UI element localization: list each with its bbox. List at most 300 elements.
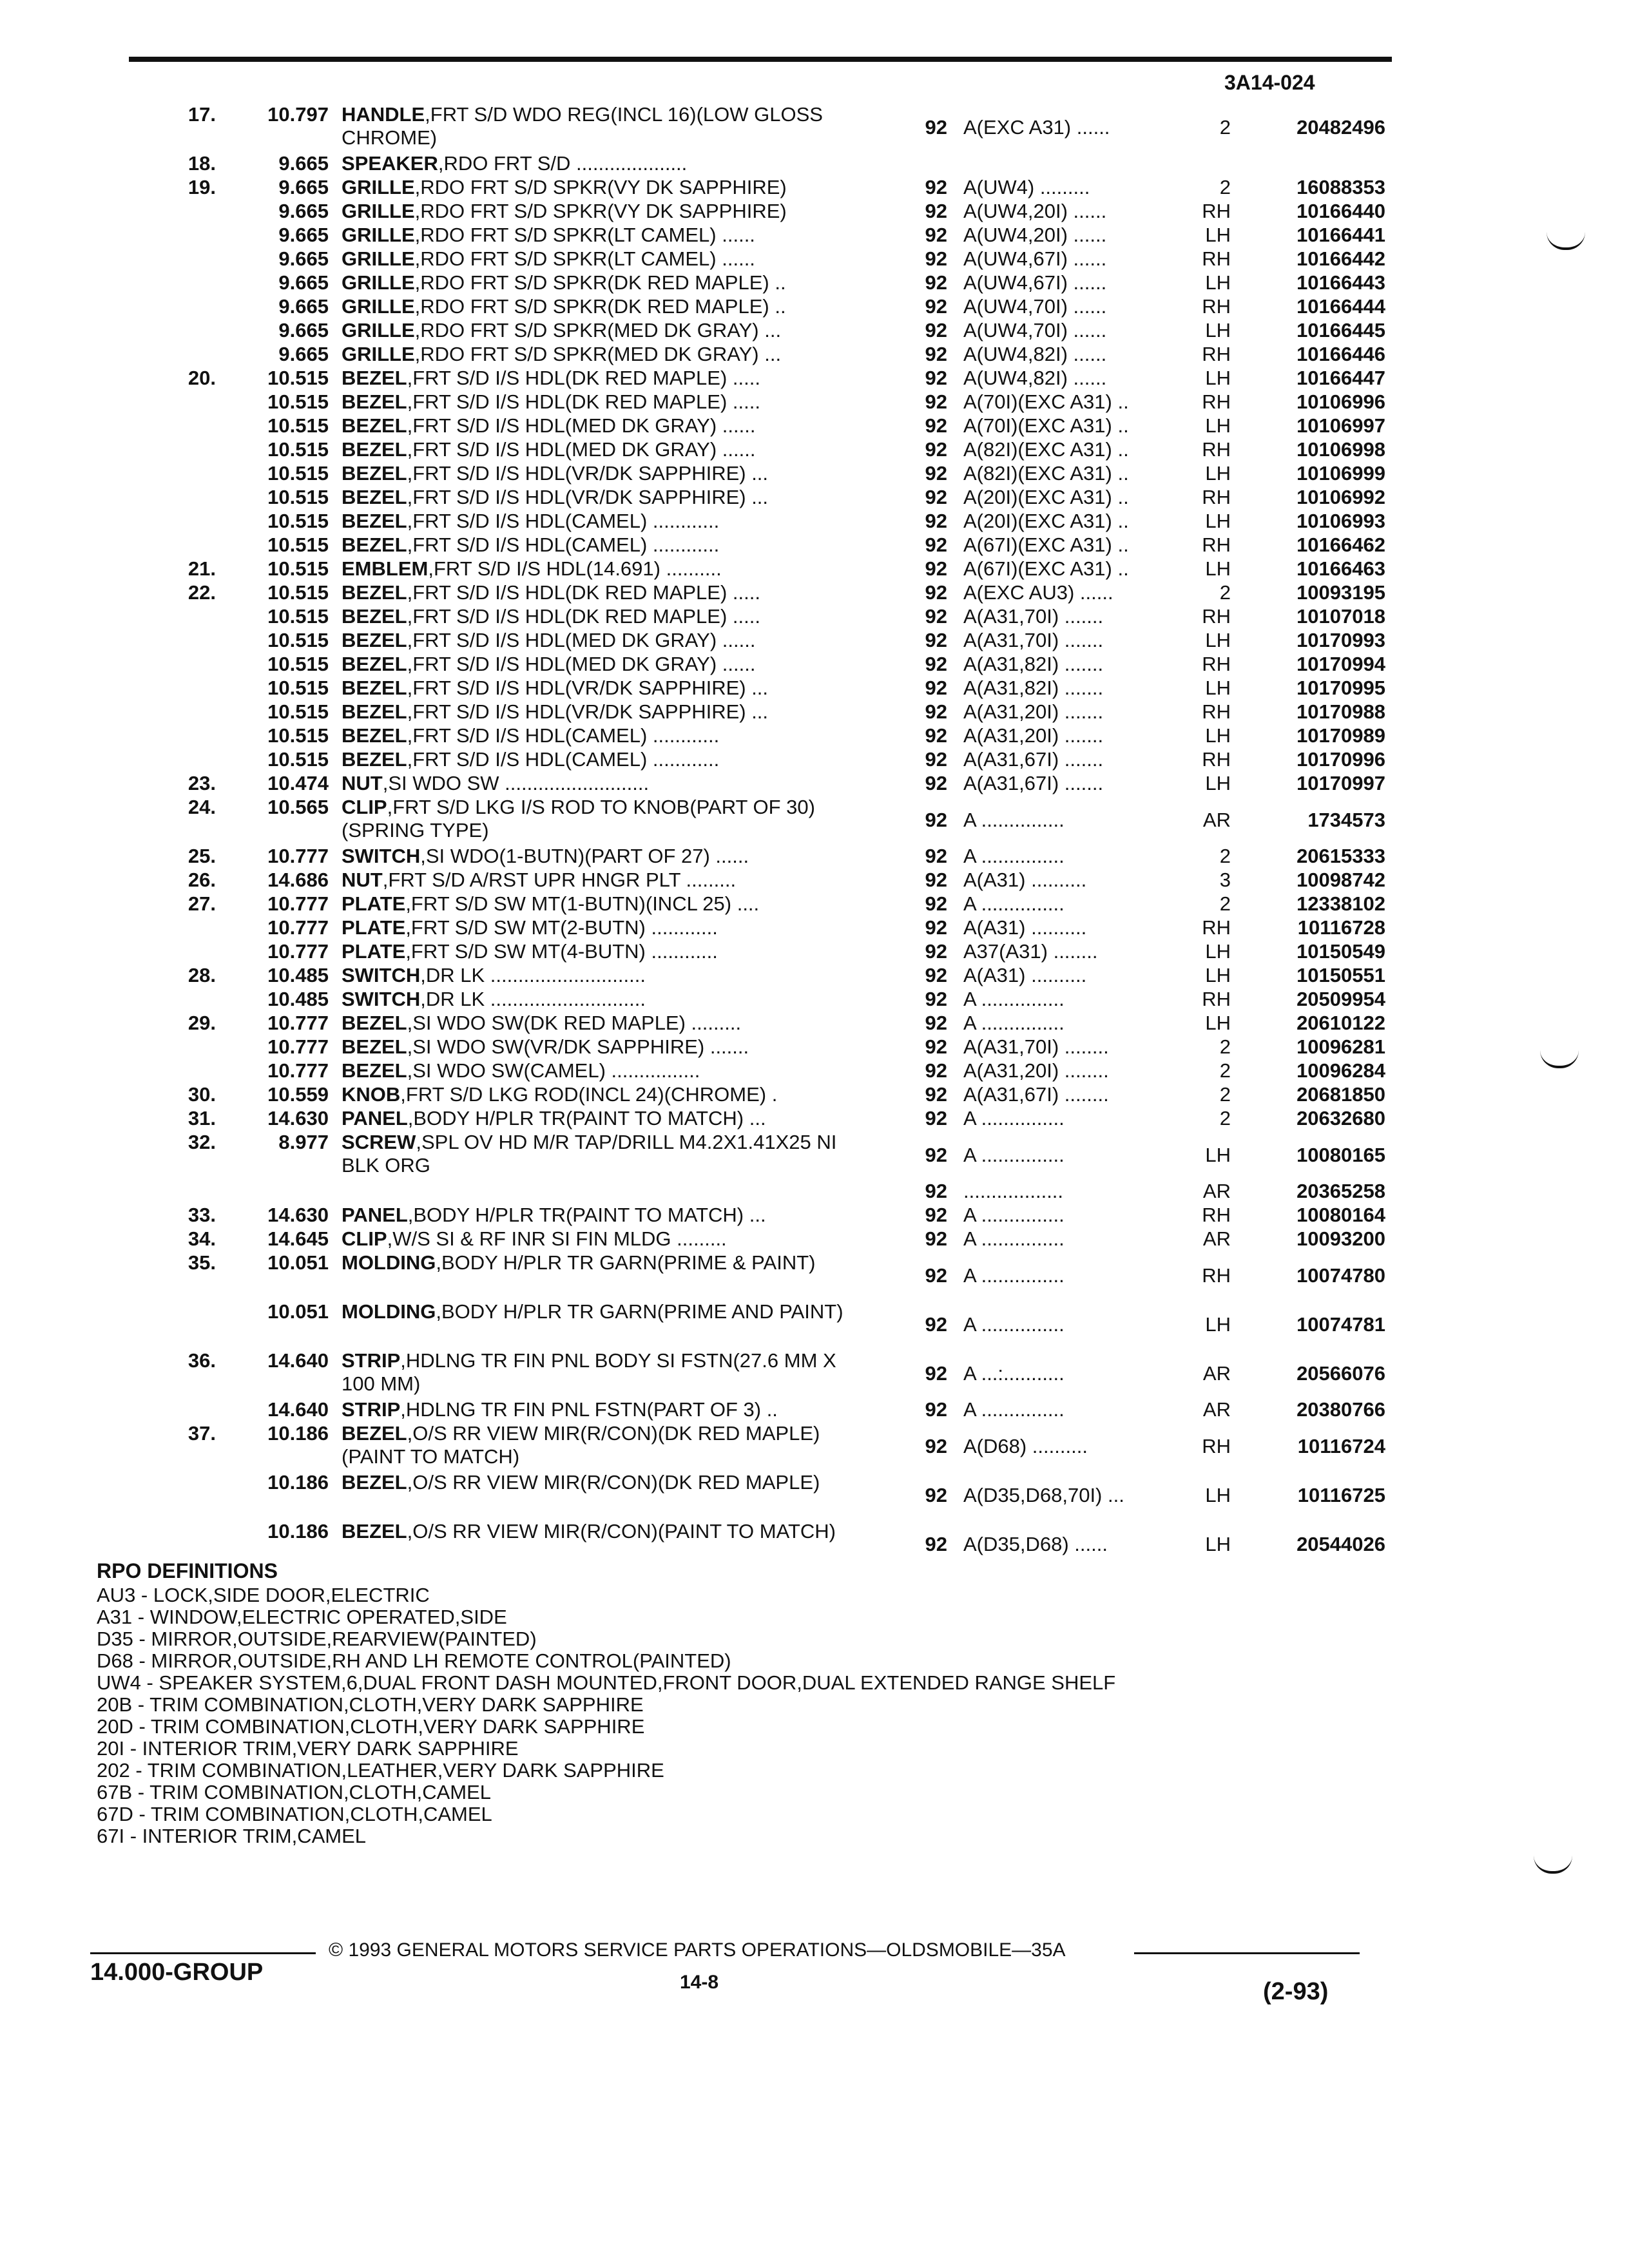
part-description: [342, 916, 863, 939]
part-row: [0, 653, 1629, 677]
date-code: (2-93): [1263, 1978, 1329, 2005]
part-row: [0, 367, 1629, 390]
part-row: [0, 1251, 1629, 1300]
item-number: 29.: [188, 1012, 216, 1034]
part-row: [0, 1035, 1629, 1059]
part-name: BEZEL: [342, 1035, 407, 1058]
part-name: GRILLE: [342, 271, 415, 294]
model-year: 92: [925, 1435, 947, 1457]
model-year: 92: [925, 247, 947, 270]
quantity: RH: [1202, 605, 1231, 628]
group-number: 10.559: [267, 1083, 329, 1106]
part-detail: ,RDO FRT S/D SPKR(LT CAMEL) ......: [414, 247, 755, 270]
model-year: 92: [925, 1264, 947, 1287]
model-year: 92: [925, 916, 947, 939]
quantity: 2: [1219, 116, 1231, 139]
part-detail: ,BODY H/PLR TR(PAINT TO MATCH) ...: [407, 1107, 766, 1129]
part-detail: ,RDO FRT S/D SPKR(VY DK SAPPHIRE): [414, 176, 787, 198]
quantity: RH: [1202, 438, 1231, 461]
part-number: 10166444: [1296, 295, 1385, 318]
part-number: 10096284: [1296, 1059, 1385, 1082]
usage-code: A ...............: [963, 1264, 1065, 1287]
quantity: AR: [1202, 1398, 1231, 1421]
part-number: 20615333: [1296, 845, 1385, 867]
part-number: 20482496: [1296, 116, 1385, 139]
part-description: [342, 1012, 863, 1035]
part-description: [342, 390, 863, 414]
part-number: 20681850: [1296, 1083, 1385, 1106]
part-row: [0, 677, 1629, 700]
part-detail: ,FRT S/D I/S HDL(VR/DK SAPPHIRE) ...: [407, 700, 769, 723]
usage-code: A(A31,70I) .......: [963, 605, 1104, 628]
part-detail: ,RDO FRT S/D SPKR(LT CAMEL) ......: [414, 224, 755, 246]
item-number: 33.: [188, 1204, 216, 1226]
part-name: GRILLE: [342, 247, 415, 270]
part-number: 20365258: [1296, 1180, 1385, 1202]
part-row: [0, 557, 1629, 581]
part-description: [342, 224, 863, 247]
model-year: 92: [925, 700, 947, 723]
quantity: 2: [1219, 581, 1231, 604]
model-year: 92: [925, 1484, 947, 1506]
part-name: SWITCH: [342, 988, 421, 1010]
usage-code: A(A31,70I) ........: [963, 1035, 1109, 1058]
usage-code: A(UW4) .........: [963, 176, 1090, 198]
model-year: 92: [925, 629, 947, 651]
quantity: 2: [1219, 176, 1231, 198]
usage-code: A(A31) ..........: [963, 964, 1087, 986]
part-detail: ,O/S RR VIEW MIR(R/CON)(DK RED MAPLE): [407, 1471, 820, 1494]
group-number: 10.777: [267, 1012, 329, 1034]
quantity: 2: [1219, 845, 1231, 867]
part-description: [342, 295, 863, 318]
group-number: 10.515: [267, 390, 329, 413]
model-year: 92: [925, 271, 947, 294]
part-description: [342, 176, 863, 199]
part-row: [0, 200, 1629, 224]
part-name: SWITCH: [342, 964, 421, 986]
part-name: PLATE: [342, 916, 406, 939]
part-detail: ,SI WDO(1-BUTN)(PART OF 27) ......: [420, 845, 749, 867]
usage-code: A(D35,D68,70I) ...: [963, 1484, 1124, 1506]
part-number: 10166445: [1296, 319, 1385, 341]
rpo-item: D35 - MIRROR,OUTSIDE,REARVIEW(PAINTED): [97, 1628, 537, 1650]
part-name: BEZEL: [342, 581, 407, 604]
part-description: [342, 367, 863, 390]
part-description: [342, 964, 863, 987]
model-year: 92: [925, 1533, 947, 1555]
usage-code: A(A31,82I) .......: [963, 653, 1104, 675]
part-name: GRILLE: [342, 343, 415, 365]
usage-code: A(82I)(EXC A31) ..: [963, 462, 1129, 485]
group-number: 10.515: [267, 748, 329, 771]
item-number: 32.: [188, 1131, 216, 1153]
part-description: [342, 319, 863, 342]
part-row: [0, 438, 1629, 462]
part-number: 10098742: [1296, 869, 1385, 891]
part-name: GRILLE: [342, 176, 415, 198]
group-number: 10.777: [267, 916, 329, 939]
model-year: 92: [925, 724, 947, 747]
part-name: BEZEL: [342, 533, 407, 556]
usage-code: A(EXC AU3) ......: [963, 581, 1113, 604]
part-detail: ,FRT S/D I/S HDL(DK RED MAPLE) .....: [407, 390, 760, 413]
part-row: [0, 940, 1629, 964]
binder-mark: [1534, 1856, 1572, 1874]
part-row: [0, 629, 1629, 653]
model-year: 92: [925, 295, 947, 318]
part-name: BEZEL: [342, 1422, 407, 1445]
rpo-item: 67D - TRIM COMBINATION,CLOTH,CAMEL: [97, 1803, 492, 1825]
part-description: [342, 247, 863, 271]
part-number: 16088353: [1296, 176, 1385, 198]
part-name: CLIP: [342, 1227, 387, 1250]
item-number: 30.: [188, 1083, 216, 1106]
part-detail: ,BODY H/PLR TR GARN(PRIME & PAINT): [436, 1251, 816, 1274]
part-description: [342, 1300, 863, 1323]
model-year: 92: [925, 1398, 947, 1421]
footer-rule-left: [90, 1952, 316, 1954]
model-year: 92: [925, 1144, 947, 1166]
group-number: 10.515: [267, 533, 329, 556]
quantity: RH: [1202, 200, 1231, 222]
item-number: 23.: [188, 772, 216, 794]
part-description: [342, 510, 863, 533]
rpo-item: 67I - INTERIOR TRIM,CAMEL: [97, 1825, 366, 1847]
item-number: 24.: [188, 796, 216, 818]
part-detail: ,DR LK ............................: [420, 964, 646, 986]
group-number: 9.665: [278, 295, 329, 318]
part-number: 20380766: [1296, 1398, 1385, 1421]
part-row: [0, 724, 1629, 748]
part-row: [0, 533, 1629, 557]
part-detail: ,FRT S/D LKG ROD(INCL 24)(CHROME) .: [400, 1083, 778, 1106]
rpo-item: 67B - TRIM COMBINATION,CLOTH,CAMEL: [97, 1781, 492, 1803]
group-number: 9.665: [278, 176, 329, 198]
usage-code: A(D68) ..........: [963, 1435, 1088, 1457]
part-row: [0, 1180, 1629, 1204]
usage-code: A ...............: [963, 1012, 1065, 1034]
part-detail: ,FRT S/D I/S HDL(DK RED MAPLE) .....: [407, 581, 760, 604]
part-row: [0, 988, 1629, 1012]
group-number: 10.515: [267, 629, 329, 651]
part-name: GRILLE: [342, 295, 415, 318]
part-description: [342, 1131, 863, 1177]
part-number: 10106997: [1296, 414, 1385, 437]
part-description: [342, 677, 863, 700]
part-name: BEZEL: [342, 367, 407, 389]
quantity: 3: [1219, 869, 1231, 891]
quantity: LH: [1205, 462, 1231, 485]
group-number: 10.515: [267, 724, 329, 747]
usage-code: A(20I)(EXC A31) ..: [963, 486, 1129, 508]
part-name: PANEL: [342, 1107, 408, 1129]
quantity: LH: [1205, 940, 1231, 963]
part-name: BEZEL: [342, 700, 407, 723]
quantity: LH: [1205, 629, 1231, 651]
part-number: 10166463: [1296, 557, 1385, 580]
part-description: [342, 892, 863, 916]
usage-code: ..................: [963, 1180, 1064, 1202]
quantity: LH: [1205, 964, 1231, 986]
group-number: 9.665: [278, 271, 329, 294]
quantity: LH: [1205, 367, 1231, 389]
part-description: [342, 653, 863, 676]
part-description: [342, 700, 863, 724]
model-year: 92: [925, 1362, 947, 1385]
quantity: RH: [1202, 988, 1231, 1010]
part-number: 10106993: [1296, 510, 1385, 532]
part-number: 20632680: [1296, 1107, 1385, 1129]
model-year: 92: [925, 319, 947, 341]
model-year: 92: [925, 1012, 947, 1034]
quantity: RH: [1202, 748, 1231, 771]
usage-code: A(A31,20I) .......: [963, 700, 1104, 723]
item-number: 34.: [188, 1227, 216, 1250]
part-detail: ,FRT S/D I/S HDL(VR/DK SAPPHIRE) ...: [407, 677, 769, 699]
part-detail: ,RDO FRT S/D SPKR(DK RED MAPLE) ..: [414, 271, 786, 294]
part-number: 20544026: [1296, 1533, 1385, 1555]
part-number: 10074780: [1296, 1264, 1385, 1287]
item-number: 36.: [188, 1349, 216, 1372]
group-number: 10.515: [267, 677, 329, 699]
part-description: [342, 772, 863, 795]
part-detail: ,SI WDO SW(VR/DK SAPPHIRE) .......: [407, 1035, 749, 1058]
quantity: LH: [1205, 1012, 1231, 1034]
usage-code: A(A31,67I) .......: [963, 748, 1104, 771]
group-number: 10.186: [267, 1422, 329, 1445]
part-name: BEZEL: [342, 1059, 407, 1082]
page-number: 14-8: [680, 1972, 719, 1993]
model-year: 92: [925, 510, 947, 532]
part-name: BEZEL: [342, 1012, 407, 1034]
part-detail: ,SI WDO SW ..........................: [382, 772, 650, 794]
part-name: MOLDING: [342, 1300, 436, 1323]
model-year: 92: [925, 988, 947, 1010]
quantity: LH: [1205, 271, 1231, 294]
part-number: 10166443: [1296, 271, 1385, 294]
item-number: 26.: [188, 869, 216, 891]
part-detail: ,HDLNG TR FIN PNL BODY SI FSTN(27.6 MM X 100 MM): [342, 1349, 836, 1395]
model-year: 92: [925, 224, 947, 246]
part-row: [0, 510, 1629, 533]
part-detail: ,FRT S/D I/S HDL(MED DK GRAY) ......: [407, 438, 756, 461]
part-row: [0, 390, 1629, 414]
usage-code: A(70I)(EXC A31) ..: [963, 414, 1129, 437]
group-number: 10.565: [267, 796, 329, 818]
usage-code: A(82I)(EXC A31) ..: [963, 438, 1129, 461]
part-detail: ,SPL OV HD M/R TAP/DRILL M4.2X1.41X25 NI BLK ORG: [342, 1131, 837, 1177]
page-id: 3A14-024: [1224, 71, 1315, 94]
part-number: 10106999: [1296, 462, 1385, 485]
quantity: LH: [1205, 1484, 1231, 1506]
part-name: GRILLE: [342, 319, 415, 341]
part-row: [0, 892, 1629, 916]
part-name: BEZEL: [342, 677, 407, 699]
model-year: 92: [925, 605, 947, 628]
part-row: [0, 1107, 1629, 1131]
part-number: 10080165: [1296, 1144, 1385, 1166]
part-number: 10074781: [1296, 1313, 1385, 1336]
rpo-item: UW4 - SPEAKER SYSTEM,6,DUAL FRONT DASH MOUNTED,FRONT DOOR,DUAL EXTENDED RANGE SHELF: [97, 1671, 1116, 1694]
model-year: 92: [925, 462, 947, 485]
part-detail: ,FRT S/D I/S HDL(VR/DK SAPPHIRE) ...: [407, 462, 769, 485]
part-description: [342, 1107, 863, 1130]
group-number: 10.474: [267, 772, 329, 794]
part-row: [0, 343, 1629, 367]
quantity: RH: [1202, 1435, 1231, 1457]
part-name: BEZEL: [342, 748, 407, 771]
part-detail: ,FRT S/D I/S HDL(CAMEL) ............: [407, 533, 720, 556]
rpo-item: 20I - INTERIOR TRIM,VERY DARK SAPPHIRE: [97, 1737, 519, 1760]
part-row: [0, 414, 1629, 438]
group-number: 10.777: [267, 845, 329, 867]
model-year: 92: [925, 1227, 947, 1250]
part-row: [0, 247, 1629, 271]
model-year: 92: [925, 438, 947, 461]
part-row: [0, 1059, 1629, 1083]
part-row: [0, 772, 1629, 796]
part-detail: ,DR LK ............................: [420, 988, 646, 1010]
model-year: 92: [925, 677, 947, 699]
usage-code: A ...............: [963, 1107, 1065, 1129]
group-number: 14.640: [267, 1398, 329, 1421]
part-description: [342, 845, 863, 868]
usage-code: A(UW4,82I) ......: [963, 367, 1107, 389]
usage-code: A(UW4,70I) ......: [963, 319, 1107, 341]
part-row: [0, 1012, 1629, 1035]
quantity: LH: [1205, 1144, 1231, 1166]
part-name: SWITCH: [342, 845, 421, 867]
group-number: 10.515: [267, 486, 329, 508]
part-number: 12338102: [1296, 892, 1385, 915]
part-description: [342, 988, 863, 1011]
part-detail: ,RDO FRT S/D SPKR(MED DK GRAY) ...: [414, 343, 782, 365]
part-detail: ,FRT S/D I/S HDL(MED DK GRAY) ......: [407, 653, 756, 675]
rpo-title: RPO DEFINITIONS: [97, 1559, 278, 1582]
part-name: BEZEL: [342, 438, 407, 461]
usage-code: A(A31) ..........: [963, 869, 1087, 891]
part-description: [342, 1227, 863, 1251]
part-detail: ,O/S RR VIEW MIR(R/CON)(PAINT TO MATCH): [407, 1520, 836, 1542]
part-description: [342, 1398, 863, 1421]
quantity: RH: [1202, 390, 1231, 413]
group-number: 10.515: [267, 462, 329, 485]
usage-code: A(EXC A31) ......: [963, 116, 1110, 139]
part-number: 10116725: [1297, 1484, 1385, 1506]
part-number: 10166447: [1296, 367, 1385, 389]
model-year: 92: [925, 1107, 947, 1129]
group-number: 10.777: [267, 892, 329, 915]
quantity: 2: [1219, 1107, 1231, 1129]
copyright: © 1993 GENERAL MOTORS SERVICE PARTS OPERATIONS—OLDSMOBILE—35A: [329, 1939, 1066, 1961]
usage-code: A ...............: [963, 1204, 1065, 1226]
part-name: CLIP: [342, 796, 387, 818]
part-detail: ,BODY H/PLR TR GARN(PRIME AND PAINT): [436, 1300, 843, 1323]
part-row: [0, 319, 1629, 343]
group-number: 10.515: [267, 653, 329, 675]
part-name: BEZEL: [342, 1520, 407, 1542]
part-description: [342, 1471, 863, 1494]
part-name: STRIP: [342, 1349, 401, 1372]
usage-code: A ...............: [963, 845, 1065, 867]
model-year: 92: [925, 343, 947, 365]
quantity: RH: [1202, 486, 1231, 508]
rpo-item: D68 - MIRROR,OUTSIDE,RH AND LH REMOTE CONTROL(PAINTED): [97, 1649, 731, 1672]
model-year: 92: [925, 200, 947, 222]
part-name: BEZEL: [342, 724, 407, 747]
model-year: 92: [925, 653, 947, 675]
usage-code: A ...............: [963, 1313, 1065, 1336]
quantity: LH: [1205, 1313, 1231, 1336]
part-detail: ,FRT S/D I/S HDL(MED DK GRAY) ......: [407, 414, 756, 437]
quantity: LH: [1205, 557, 1231, 580]
quantity: LH: [1205, 414, 1231, 437]
part-number: 10106996: [1296, 390, 1385, 413]
item-number: 21.: [188, 557, 216, 580]
model-year: 92: [925, 367, 947, 389]
quantity: 2: [1219, 1059, 1231, 1082]
model-year: 92: [925, 533, 947, 556]
part-row: [0, 1227, 1629, 1251]
usage-code: A(70I)(EXC A31) ..: [963, 390, 1129, 413]
item-number: 18.: [188, 152, 216, 175]
quantity: RH: [1202, 700, 1231, 723]
group-number: 9.665: [278, 343, 329, 365]
part-description: [342, 724, 863, 747]
part-number: 1734573: [1307, 809, 1385, 831]
part-row: [0, 581, 1629, 605]
part-description: [342, 152, 863, 175]
usage-code: A ...............: [963, 1144, 1065, 1166]
part-description: [342, 605, 863, 628]
model-year: 92: [925, 557, 947, 580]
part-name: BEZEL: [342, 629, 407, 651]
part-name: NUT: [342, 869, 383, 891]
group-number: 10.485: [267, 988, 329, 1010]
part-number: 10150551: [1296, 964, 1385, 986]
part-description: [342, 557, 863, 581]
group-number: 10.777: [267, 1035, 329, 1058]
usage-code: A(UW4,70I) ......: [963, 295, 1107, 318]
part-description: [342, 1251, 863, 1274]
quantity: LH: [1205, 677, 1231, 699]
part-detail: ,FRT S/D I/S HDL(VR/DK SAPPHIRE) ...: [407, 486, 769, 508]
part-row: [0, 869, 1629, 892]
group-number: 10.515: [267, 367, 329, 389]
rpo-item: AU3 - LOCK,SIDE DOOR,ELECTRIC: [97, 1584, 430, 1606]
quantity: RH: [1202, 1264, 1231, 1287]
quantity: 2: [1219, 1083, 1231, 1106]
part-name: BEZEL: [342, 510, 407, 532]
part-name: BEZEL: [342, 486, 407, 508]
part-row: [0, 605, 1629, 629]
part-row: [0, 486, 1629, 510]
part-description: [342, 581, 863, 604]
usage-code: A(A31,82I) .......: [963, 677, 1104, 699]
part-name: HANDLE: [342, 103, 425, 126]
usage-code: A(20I)(EXC A31) ..: [963, 510, 1129, 532]
group-number: 9.665: [278, 319, 329, 341]
rpo-definitions: [97, 1559, 1450, 1847]
part-detail: ,FRT S/D I/S HDL(MED DK GRAY) ......: [407, 629, 756, 651]
quantity: RH: [1202, 916, 1231, 939]
part-description: [342, 438, 863, 461]
part-row: [0, 796, 1629, 845]
group-number: 10.186: [267, 1471, 329, 1494]
usage-code: A ...............: [963, 988, 1065, 1010]
model-year: 92: [925, 809, 947, 831]
